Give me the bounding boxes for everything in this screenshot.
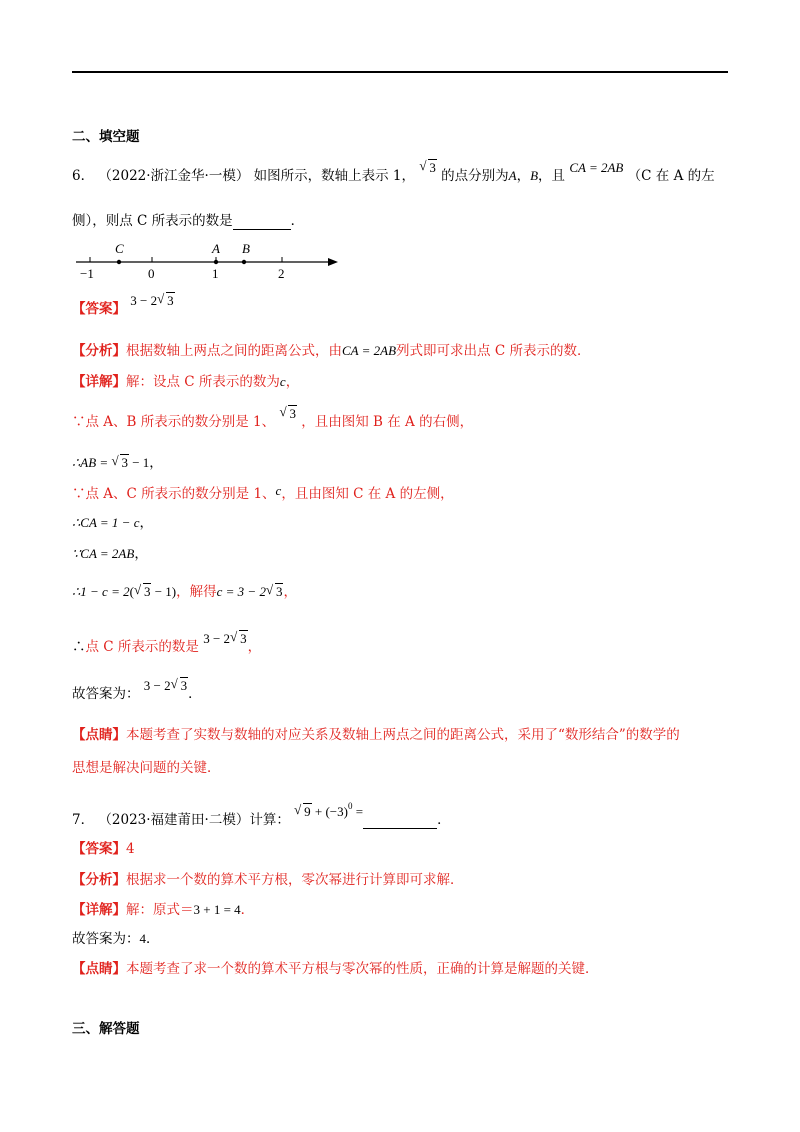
q7-detail [72, 901, 254, 919]
q6-comma: ， [516, 168, 531, 184]
q7-expression: √ $9 + (-3)^0$ = [294, 801, 364, 819]
q6-detail [72, 373, 299, 391]
q6-step5-end: ， [134, 546, 148, 562]
q6-step2-end: ， [149, 455, 163, 471]
q7-detail-end: ． [240, 902, 255, 918]
q7-text: 计算： [249, 812, 290, 828]
q6-paren: （C 在 A 的左 [627, 168, 715, 184]
q7-comment-label: 【点睛】 [72, 961, 126, 977]
q6-analysis-text-a: 根据数轴上两点之间的距离公式，由 [126, 343, 342, 359]
q6-step6-solve-label: ，解得 [176, 584, 217, 600]
q6-comment [72, 726, 680, 744]
q7-detail-label: 【详解】 [72, 902, 126, 918]
q6-answer [72, 291, 175, 318]
q7-analysis [72, 871, 464, 889]
q6-text-a: 如图所示，数轴上表示 1， [253, 168, 416, 184]
q6-step4-expr: ∴CA = 1 − c [72, 515, 140, 530]
q6-sqrt3: √ 3 [419, 158, 436, 175]
q7-answer [72, 840, 135, 858]
q6-step4 [72, 514, 153, 532]
point-c-dot [117, 260, 121, 264]
q6-final-answer [72, 676, 202, 703]
tick-label-0: 0 [148, 266, 155, 281]
q7-final-end: ． [146, 931, 160, 947]
q7-answer-label: 【答案】 [72, 841, 126, 857]
q7-question [72, 801, 451, 829]
q6-text-b: 的点分别为 [441, 168, 509, 184]
q7-detail-text: 解：原式＝ [126, 902, 194, 918]
q6-step7-end: ， [247, 639, 262, 655]
q6-detail-comma: ， [285, 374, 300, 390]
section-title-fill-in: 二、填空题 [72, 129, 140, 145]
q6-step3-text-b: ，且由图知 C 在 A 的左侧， [281, 486, 454, 502]
label-a: A [212, 241, 220, 256]
q6-comment-cont: 思想是解决问题的关键． [72, 760, 221, 776]
q6-step7-therefore: ∴ [72, 639, 86, 655]
q6-condition: CA = 2AB [569, 160, 624, 175]
q6-step6-lhs: ∴1 − c = 2 [72, 584, 130, 599]
q7-number: 7． [72, 812, 95, 828]
q6-detail-var: c [279, 374, 286, 389]
q6-step4-end: ， [139, 515, 153, 531]
q6-final-value: 3 − 2 √ 3 [143, 676, 188, 693]
tick-label-2: 2 [278, 266, 285, 281]
q6-step7-text: 点 C 所表示的数是 [85, 639, 199, 655]
point-b-dot [242, 260, 246, 264]
q6-step1-sqrt3: √ 3 [279, 404, 296, 421]
q6-answer-blank[interactable] [233, 229, 291, 230]
q7-period: ． [437, 812, 451, 828]
q6-step7-value: 3 − 2 √ 3 [203, 629, 247, 646]
q6-step6-end: ， [283, 584, 297, 600]
q7-detail-expr: 3 + 1 = 4 [193, 902, 241, 917]
q6-step1-text-b: ，且由图知 B 在 A 的右侧， [301, 414, 474, 430]
q6-text-c: ，且 [538, 168, 566, 184]
q6-question-line2 [72, 212, 304, 230]
q6-analysis-label: 【分析】 [72, 343, 126, 359]
number-line-figure [72, 240, 352, 284]
q6-point-a: A [508, 168, 517, 183]
q7-final-label: 故答案为： [72, 931, 140, 947]
label-c: C [115, 241, 124, 256]
q7-final-answer [72, 930, 160, 948]
q6-step6-inner-tail: − 1 [151, 584, 172, 599]
q6-period: ． [290, 213, 305, 229]
q6-step2-lhs: ∴AB = [72, 455, 112, 470]
q6-answer-value: 3 − 2 √ 3 [130, 291, 174, 308]
q6-step3 [72, 485, 454, 503]
q7-analysis-label: 【分析】 [72, 872, 126, 888]
q6-step1 [72, 404, 474, 431]
q6-comment-label: 【点睛】 [72, 727, 126, 743]
q6-analysis [72, 342, 590, 360]
q6-final-label: 故答案为： [72, 686, 140, 702]
q6-final-end: ． [188, 686, 202, 702]
q6-step2: ∴AB = √ 3 − 1， [72, 453, 163, 471]
section-title-answer: 三、解答题 [72, 1021, 140, 1037]
q6-step2-tail: − 1 [128, 455, 150, 470]
q7-source: （2023·福建莆田·二模） [98, 812, 250, 828]
q6-step6: ∴1 − c = 2( √ 3 − 1)，解得c = 3 − 2 √ 3， [72, 582, 297, 600]
point-a-dot [214, 260, 218, 264]
q7-analysis-text: 根据求一个数的算术平方根，零次幂进行计算即可求解． [126, 872, 464, 888]
q7-answer-value: 4 [126, 841, 135, 857]
q6-analysis-expr: CA = 2AB [342, 343, 397, 358]
header-rule [72, 71, 728, 73]
q6-step3-text-a: ∵点 A、C 所表示的数分别是 1、 [72, 486, 276, 502]
q6-step7 [72, 629, 262, 656]
q6-answer-label: 【答案】 [72, 301, 126, 317]
q6-step6-result: c = 3 − 2 [216, 584, 266, 599]
q6-point-b: B [530, 168, 539, 183]
tick-label--1: −1 [80, 266, 94, 281]
q6-analysis-text-b: 列式即可求出点 C 所表示的数． [396, 343, 591, 359]
q6-comment-line1: 本题考查了实数与数轴的对应关系及数轴上两点之间的距离公式，采用了“数形结合”的数学的 [126, 727, 680, 743]
q6-step1-text-a: ∵点 A、B 所表示的数分别是 1、 [72, 414, 276, 430]
q7-answer-blank[interactable] [363, 828, 437, 829]
label-b: B [242, 241, 250, 256]
q6-detail-label: 【详解】 [72, 374, 126, 390]
q6-step5 [72, 545, 148, 563]
q6-line2-text: 侧），则点 C 所表示的数是 [72, 213, 233, 229]
q7-final-value: 4 [139, 931, 146, 946]
q7-comment-text: 本题考查了求一个数的算术平方根与零次幂的性质，正确的计算是解题的关键． [126, 961, 599, 977]
q6-step5-expr: ∵CA = 2AB [72, 546, 135, 561]
q6-question-line1 [72, 158, 715, 185]
q6-source: （2022·浙江金华·一模） [98, 168, 250, 184]
q6-number: 6． [72, 168, 95, 184]
q6-step3-var: c [275, 483, 282, 498]
q6-detail-text: 解：设点 C 所表示的数为 [126, 374, 280, 390]
q7-comment [72, 960, 599, 978]
number-line-arrow [328, 258, 338, 266]
tick-label-1: 1 [212, 266, 219, 281]
